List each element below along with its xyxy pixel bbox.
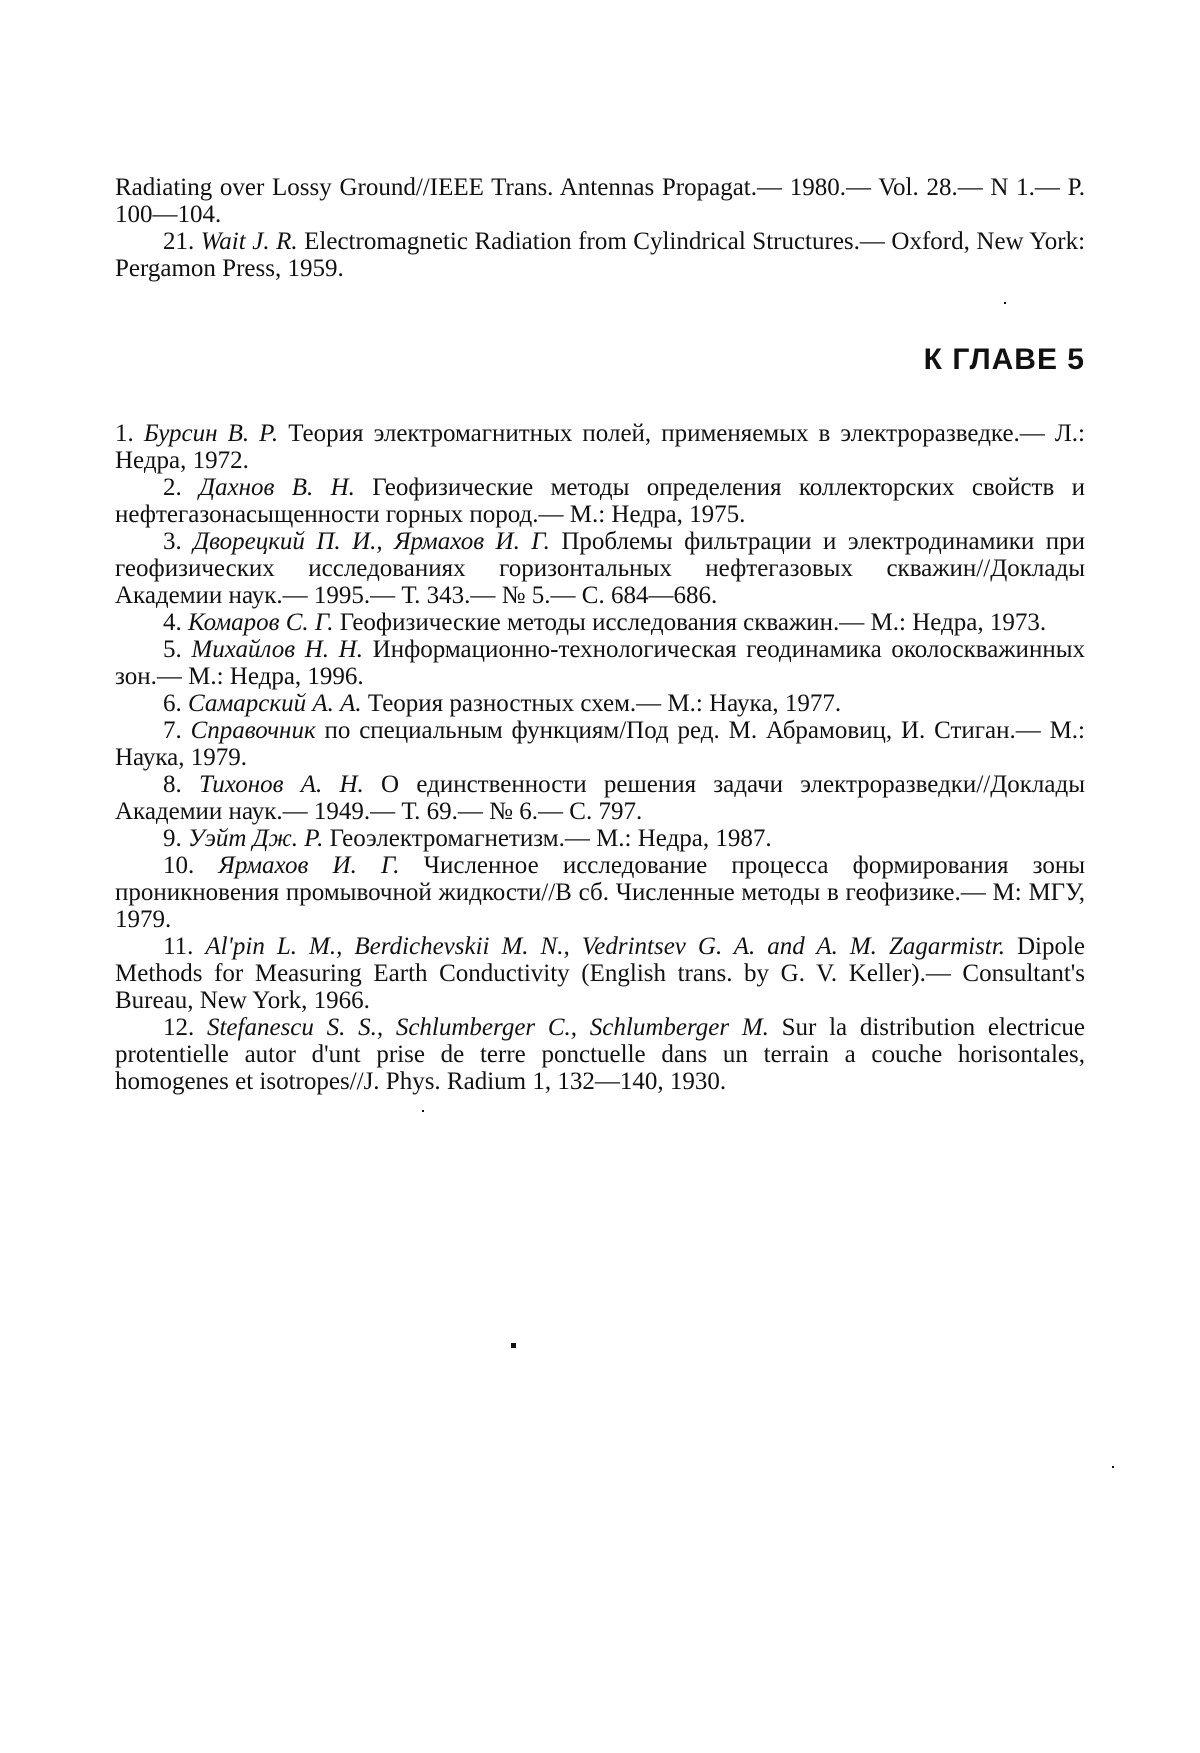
reference-number: 12. [163, 1014, 195, 1041]
reference-number: 5. [163, 636, 182, 663]
reference-author: Михайлов Н. Н. [191, 636, 363, 663]
reference-text: Electromagnetic Radiation from Cylindrical Structures.— Oxford, New York: Pergamon Press, 1959. [115, 228, 1086, 282]
reference-author: Тихонов А. Н. [198, 771, 364, 798]
reference-text: Radiating over Lossy Ground//IEEE Trans. Antennas Propagat.— 1980.— Vol. 28.— N 1.— P. 100—104. [115, 174, 1085, 228]
reference-number: 21. [163, 228, 195, 255]
reference-number: 8. [163, 771, 182, 798]
reference-author: Комаров С. Г. [188, 609, 334, 636]
scan-speck [1112, 1466, 1114, 1468]
reference-author: Справочник [190, 717, 316, 744]
reference-text: О единственности решения задачи электроразведки//Доклады Академии наук.— 1949.— Т. 69.— № 6.— С. 797. [115, 771, 1085, 825]
reference-list [115, 420, 1085, 1095]
reference-text: Геоэлектромагнетизм.— М.: Недра, 1987. [329, 825, 772, 852]
reference-number: 7. [163, 717, 182, 744]
reference-text: Теория электромагнитных полей, применяемых в электроразведке.— Л.: Недра, 1972. [115, 420, 1085, 474]
scan-speck [422, 1110, 424, 1112]
reference-20-continuation [115, 174, 1085, 228]
reference-text: по специальным функциям/Под ред. М. Абрамовиц, И. Стиган.— М.: Наука, 1979. [115, 717, 1085, 771]
reference-item [115, 609, 1085, 636]
reference-number: 2. [163, 474, 182, 501]
scan-speck [1004, 302, 1006, 304]
reference-author: Уэйт Дж. Р. [188, 825, 324, 852]
reference-number: 4. [163, 609, 182, 636]
reference-text: Проблемы фильтрации и электродинамики при геофизических исследованиях горизонтальных нефтегазовых скважин//Доклады Академии наук.— 1995.— Т. 343.— № 5.— С. 684—686. [115, 528, 1086, 609]
reference-number: 1. [115, 420, 134, 447]
reference-text: Численное исследование процесса формирования зоны проникновения промывочной жидкости//В сб. Численные методы в геофизике.— М: МГУ, 1979. [115, 852, 1086, 933]
reference-author: Ярмахов И. Г. [218, 852, 400, 879]
scan-speck [511, 1343, 516, 1348]
previous-references-continuation [115, 174, 1085, 282]
reference-number: 6. [163, 690, 182, 717]
reference-text: Dipole Methods for Measuring Earth Conductivity (English trans. by G. V. Keller).— Consultant's Bureau, New York, 1966. [115, 933, 1086, 1014]
reference-author: Самарский А. А. [188, 690, 362, 717]
reference-item [115, 528, 1085, 609]
reference-item-21 [115, 228, 1085, 282]
reference-item [115, 852, 1085, 933]
reference-author: Дворецкий П. И., Ярмахов И. Г. [193, 528, 550, 555]
reference-item [115, 420, 1085, 474]
reference-author: Wait J. R. [200, 228, 298, 255]
reference-item [115, 474, 1085, 528]
reference-text: Геофизические методы определения коллекторских свойств и нефтегазонасыщенности горных пород.— М.: Недра, 1975. [115, 474, 1086, 528]
reference-text: Теория разностных схем.— М.: Наука, 1977. [367, 690, 842, 717]
reference-item [115, 825, 1085, 852]
reference-author: Бурсин В. Р. [143, 420, 279, 447]
reference-number: 11. [163, 933, 194, 960]
reference-number: 9. [163, 825, 182, 852]
reference-number: 3. [163, 528, 182, 555]
reference-item [115, 1014, 1085, 1095]
reference-item [115, 771, 1085, 825]
reference-number: 10. [163, 852, 195, 879]
reference-text: Sur la distribution electricue protentielle autor d'unt prise de terre ponctuelle dans un terrain a couche horisontales, homogenes et isotropes//J. Phys. Radium 1, 132—140, 1930. [115, 1014, 1086, 1095]
reference-text: Информационно-технологическая геодинамика околоскважинных зон.— М.: Недра, 1996. [115, 636, 1085, 690]
reference-author: Al'pin L. M., Berdichevskii M. N., Vedrintsev G. A. and A. M. Zagarmistr. [205, 933, 1005, 960]
reference-item [115, 690, 1085, 717]
reference-item [115, 636, 1085, 690]
reference-item [115, 933, 1085, 1014]
reference-author: Stefanescu S. S., Schlumberger C., Schlumberger M. [206, 1014, 769, 1041]
reference-text: Геофизические методы исследования скважин.— М.: Недра, 1973. [339, 609, 1047, 636]
reference-author: Дахнов В. Н. [199, 474, 355, 501]
reference-item [115, 717, 1085, 771]
chapter-heading: К ГЛАВЕ 5 [923, 343, 1085, 376]
